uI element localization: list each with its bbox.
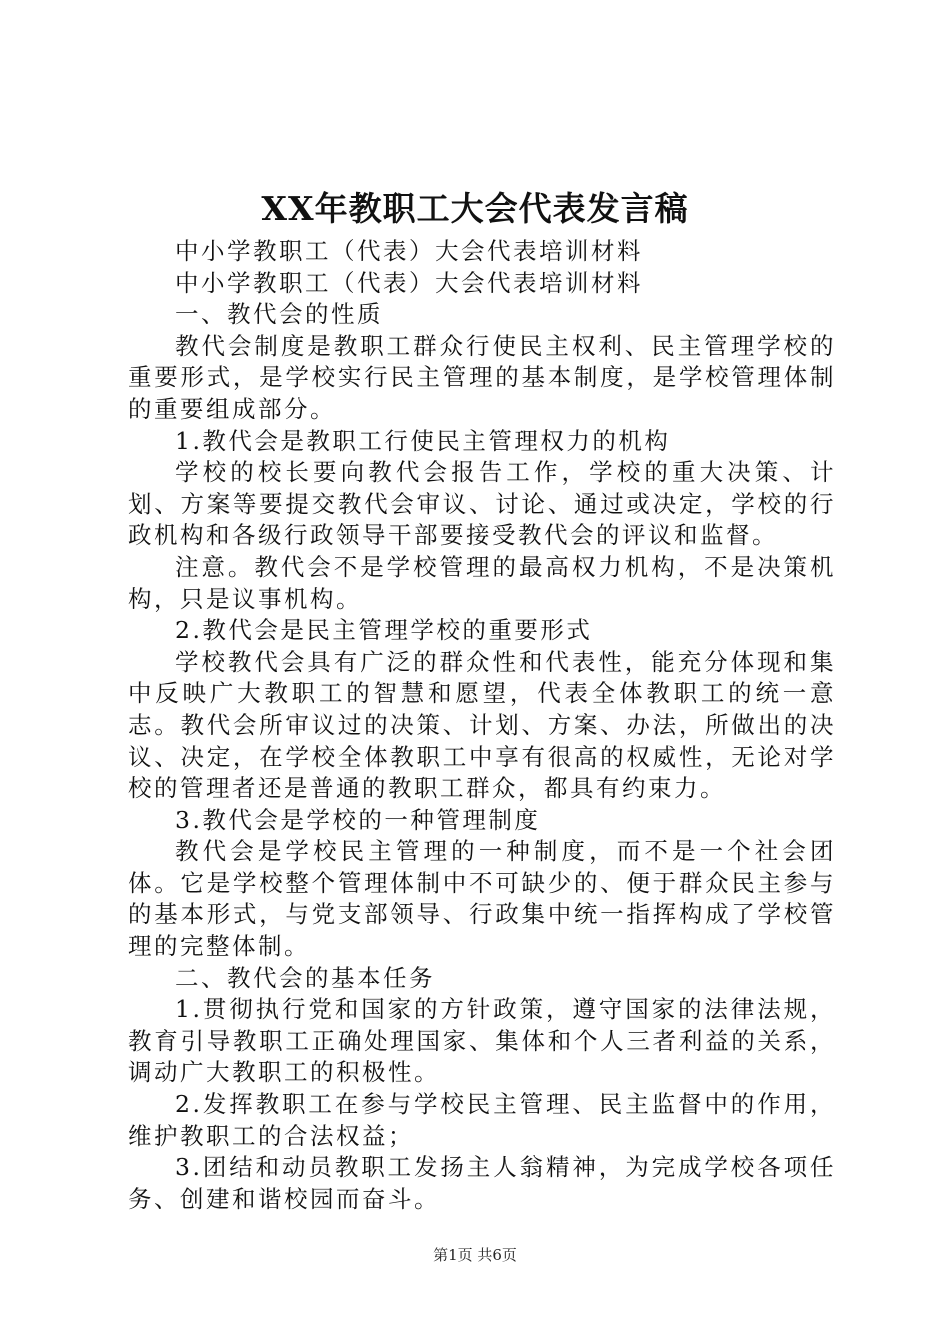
subsection-heading: 3.教代会是学校的一种管理制度 xyxy=(175,805,541,834)
paragraph: 1.贯彻执行党和国家的方针政策，遵守国家的法律法规，教育引导教职工正确处理国家、集体和个人三者利益的关系，调动广大教职工的积极性。 xyxy=(128,995,836,1087)
document-body xyxy=(128,236,836,1215)
paragraph: 注意。教代会不是学校管理的最高权力机构，不是决策机构，只是议事机构。 xyxy=(128,552,836,613)
subsection-heading: 1.教代会是教职工行使民主管理权力的机构 xyxy=(175,426,671,455)
section-heading: 一、教代会的性质 xyxy=(175,300,383,329)
paragraph: 中小学教职工（代表）大会代表培训材料 xyxy=(175,237,643,265)
paragraph: 教代会制度是教职工群众行使民主权利、民主管理学校的重要形式，是学校实行民主管理的基本制度，是学校管理体制的重要组成部分。 xyxy=(128,331,836,423)
paragraph: 学校教代会具有广泛的群众性和代表性，能充分体现和集中反映广大教职工的智慧和愿望，代表全体教职工的统一意志。教代会所审议过的决策、计划、方案、办法，所做出的决议、决定，在学校全体教职工中享有很高的权威性，无论对学校的管理者还是普通的教职工群众，都具有约束力。 xyxy=(128,647,836,803)
paragraph: 教代会是学校民主管理的一种制度，而不是一个社会团体。它是学校整个管理体制中不可缺少的、便于群众民主参与的基本形式，与党支部领导、行政集中统一指挥构成了学校管理的完整体制。 xyxy=(128,837,836,961)
page-number-footer: 第1页 共6页 xyxy=(433,1246,517,1264)
subsection-heading: 2.教代会是民主管理学校的重要形式 xyxy=(175,616,593,645)
paragraph: 3.团结和动员教职工发扬主人翁精神，为完成学校各项任务、创建和谐校园而奋斗。 xyxy=(128,1153,836,1213)
section-heading: 二、教代会的基本任务 xyxy=(175,963,435,992)
paragraph: 2.发挥教职工在参与学校民主管理、民主监督中的作用，维护教职工的合法权益； xyxy=(128,1090,836,1150)
paragraph: 学校的校长要向教代会报告工作，学校的重大决策、计划、方案等要提交教代会审议、讨论、通过或决定，学校的行政机构和各级行政领导干部要接受教代会的评议和监督。 xyxy=(128,458,836,550)
document-title: XX年教职工大会代表发言稿 xyxy=(261,189,689,228)
paragraph: 中小学教职工（代表）大会代表培训材料 xyxy=(175,268,643,297)
